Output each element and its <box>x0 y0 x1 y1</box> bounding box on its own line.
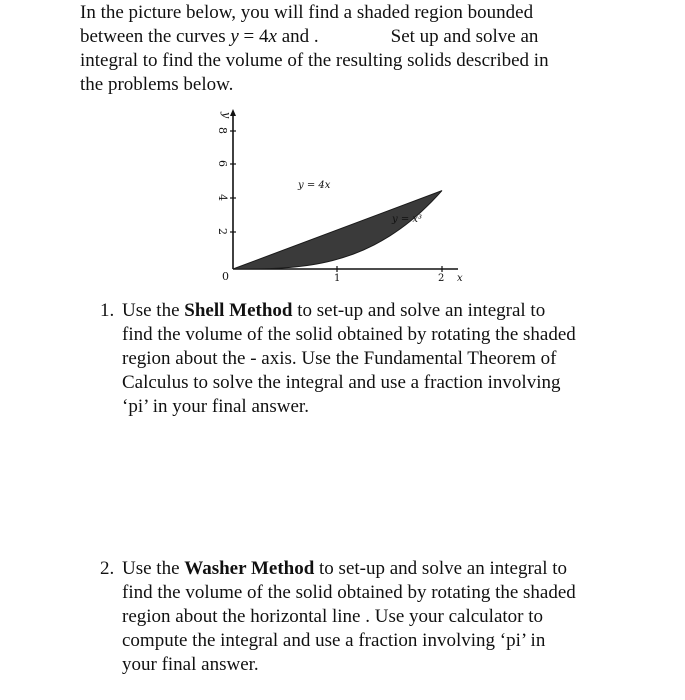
intro-line-4: the problems below. <box>80 74 234 95</box>
problem-2-line-1-start: Use the <box>122 558 185 579</box>
intro-paragraph <box>80 1 600 97</box>
problem-1-line-1 <box>122 299 620 323</box>
intro-equals-4: = 4 <box>238 26 269 47</box>
y-axis-label: y <box>220 112 233 119</box>
y-tick-label-2: 2 <box>216 228 229 235</box>
problem-2-text <box>122 557 620 677</box>
problem-2-line-5: your final answer. <box>122 654 259 675</box>
shaded-region <box>233 191 442 269</box>
problem-2 <box>100 557 620 677</box>
problem-1-line-3: region about the - axis. Use the Fundamental Theorem of <box>122 348 557 369</box>
intro-var-x: x <box>268 26 277 47</box>
intro-line-3: integral to find the volume of the resulting solids described in <box>80 50 549 71</box>
y-tick-label-4: 4 <box>216 194 229 201</box>
y-tick-label-8: 8 <box>216 127 229 134</box>
problem-1-line-1-end: to set-up and solve an integral to <box>292 300 546 321</box>
x-tick-label-1: 1 <box>334 273 341 284</box>
shell-method-term: Shell Method <box>184 300 293 321</box>
intro-line-2 <box>80 25 600 49</box>
intro-line-1: In the picture below, you will find a shaded region bounded <box>80 2 534 23</box>
y-tick-label-6: 6 <box>216 160 229 167</box>
washer-method-term: Washer Method <box>184 558 315 579</box>
problem-2-line-3: region about the horizontal line . Use your calculator to <box>122 606 544 627</box>
problem-2-line-1-end: to set-up and solve an integral to <box>314 558 568 579</box>
problem-1-line-1-start: Use the <box>122 300 185 321</box>
problem-2-line-2: find the volume of the solid obtained by rotating the shaded <box>122 582 576 603</box>
problem-2-number: 2. <box>100 558 115 579</box>
intro-line-2-end: Set up and solve an <box>390 26 539 47</box>
intro-and: and . <box>276 26 319 47</box>
x-axis-label: x <box>457 273 463 284</box>
problem-1-text <box>122 299 620 419</box>
problem-1-line-4: Calculus to solve the integral and use a fraction involving <box>122 372 561 393</box>
curve-label-4x: y = 4x <box>298 180 331 191</box>
curve-label-x-cubed: y = x³ <box>392 214 423 225</box>
x-tick-label-0: 0 <box>222 270 229 283</box>
x-tick-label-2: 2 <box>438 273 445 284</box>
problem-2-line-1 <box>122 557 620 581</box>
problem-2-line-4: compute the integral and use a fraction involving ‘pi’ in <box>122 630 546 651</box>
problem-1-line-2: find the volume of the solid obtained by rotating the shaded <box>122 324 576 345</box>
intro-var-y: y <box>230 26 239 47</box>
region-graph <box>190 106 490 286</box>
problem-1-line-5: ‘pi’ in your final answer. <box>122 396 309 417</box>
problem-1-number: 1. <box>100 300 115 321</box>
problem-1 <box>100 299 620 419</box>
intro-line-2-start: between the curves <box>80 26 231 47</box>
